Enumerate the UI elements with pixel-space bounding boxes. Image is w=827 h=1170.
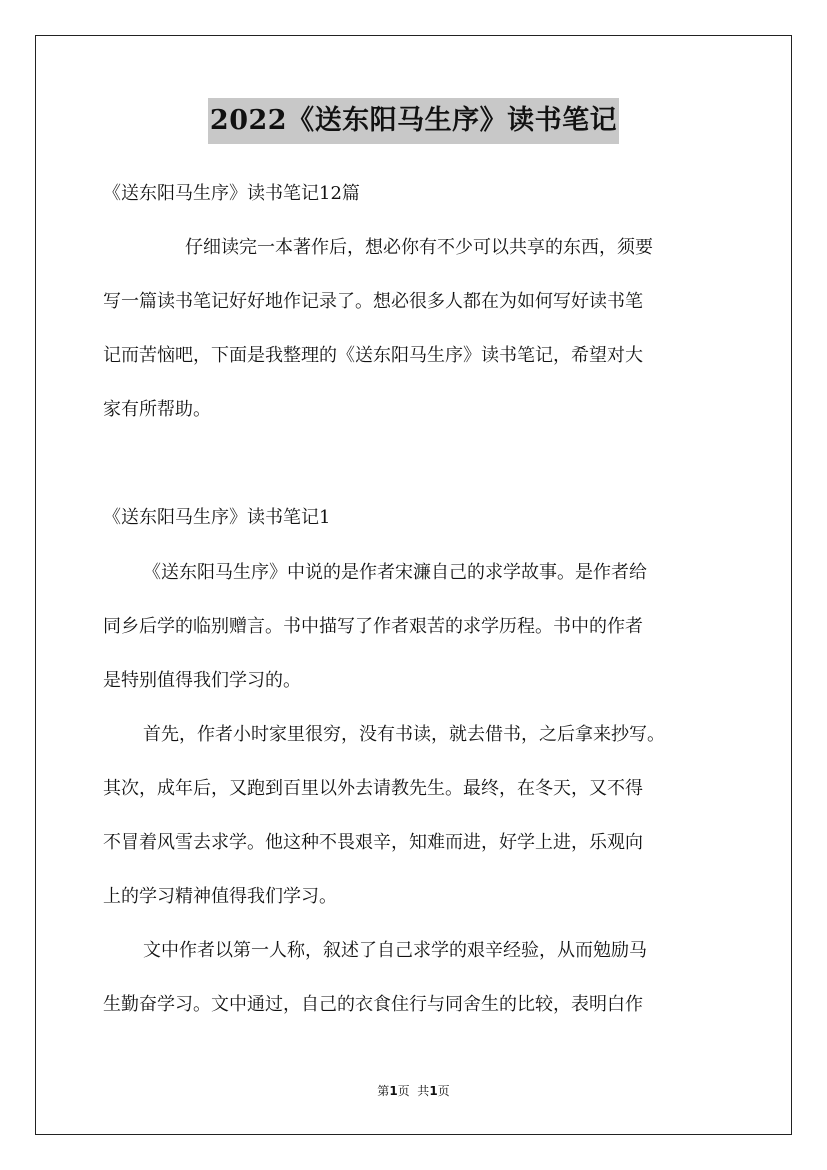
paragraph2-line-3: 不冒着风雪去求学。他这种不畏艰辛，知难而进，好学上进，乐观向 (103, 832, 643, 853)
footer-prefix: 第 (377, 1084, 390, 1098)
title-container (0, 98, 827, 144)
paragraph3-line-2: 生勤奋学习。文中通过，自己的衣食住行与同舍生的比较，表明白作 (103, 994, 643, 1015)
document-title: 2022《送东阳马生序》读书笔记 (208, 98, 619, 144)
paragraph2-line-4: 上的学习精神值得我们学习。 (103, 886, 337, 907)
paragraph1-line-2: 同乡后学的临别赠言。书中描写了作者艰苦的求学历程。书中的作者 (103, 616, 643, 637)
paragraph3-line-1: 文中作者以第一人称，叙述了自己求学的艰辛经验，从而勉励马 (143, 940, 647, 961)
intro-line-3: 记而苦恼吧，下面是我整理的《送东阳马生序》读书笔记，希望对大 (103, 345, 643, 366)
paragraph2-line-1: 首先，作者小时家里很穷，没有书读，就去借书，之后拿来抄写。 (143, 724, 665, 745)
document-subtitle: 《送东阳马生序》读书笔记12篇 (103, 183, 360, 204)
footer-total-pages: 1 (429, 1084, 438, 1098)
page-footer (0, 1083, 827, 1099)
paragraph1-line-1: 《送东阳马生序》中说的是作者宋濂自己的求学故事。是作者给 (143, 562, 647, 583)
footer-suffix: 页 (437, 1084, 450, 1098)
paragraph2-line-2: 其次，成年后，又跑到百里以外去请教先生。最终，在冬天，又不得 (103, 778, 643, 799)
intro-line-4: 家有所帮助。 (103, 399, 211, 420)
paragraph1-line-3: 是特别值得我们学习的。 (103, 670, 301, 691)
intro-line-2: 写一篇读书笔记好好地作记录了。想必很多人都在为如何写好读书笔 (103, 291, 643, 312)
intro-line-1: 仔细读完一本著作后，想必你有不少可以共享的东西，须要 (185, 237, 653, 258)
footer-current-page: 1 (389, 1084, 398, 1098)
section-heading: 《送东阳马生序》读书笔记1 (103, 507, 331, 528)
footer-mid: 页 共 (397, 1084, 430, 1098)
